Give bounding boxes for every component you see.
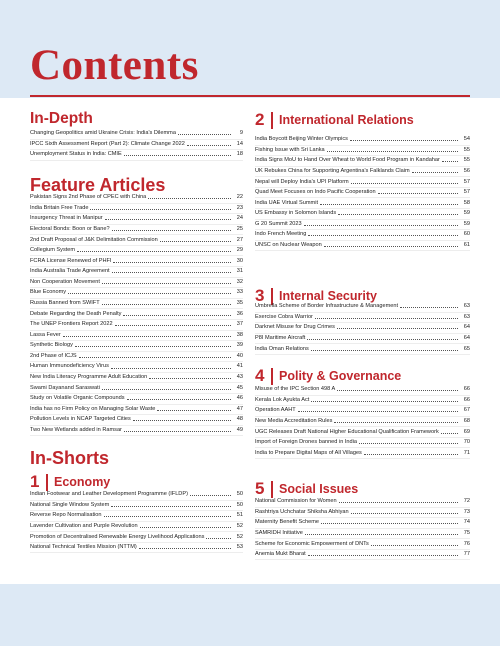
- toc-entry-page: 70: [463, 439, 470, 446]
- toc-entry[interactable]: [255, 417, 470, 428]
- toc-entry[interactable]: [30, 299, 243, 310]
- toc-entry-page: 57: [463, 189, 470, 196]
- toc-entry-page: 45: [236, 384, 243, 391]
- dot-leader: [324, 246, 458, 247]
- toc-entry-page: 40: [236, 352, 243, 359]
- toc-entry-title: P8I Maritime Aircraft: [255, 334, 306, 341]
- section-number: 5: [255, 479, 265, 498]
- dot-leader: [102, 389, 231, 390]
- toc-entry-title: Synthetic Biology: [30, 342, 73, 349]
- dot-leader: [327, 151, 458, 152]
- dot-leader: [148, 198, 231, 199]
- dot-leader: [77, 251, 231, 252]
- toc-entry[interactable]: [30, 373, 243, 384]
- toc-entry-page: 18: [236, 151, 243, 158]
- dot-leader: [127, 399, 231, 400]
- toc-entry-page: 65: [463, 345, 470, 352]
- toc-entry-title: Fishing Issue with Sri Lanka: [255, 146, 325, 153]
- dot-leader: [111, 506, 231, 507]
- toc-entry-title: Darknet Misuse for Drug Crimes: [255, 324, 335, 331]
- toc-entry-title: Pollution Levels in NCAP Targeted Cities: [30, 416, 131, 423]
- dot-leader: [102, 283, 231, 284]
- toc-entry[interactable]: [255, 302, 470, 313]
- toc-entry-page: 37: [236, 321, 243, 328]
- toc-entry[interactable]: [255, 135, 470, 146]
- toc-entry[interactable]: [255, 396, 470, 407]
- toc-entry-page: 24: [236, 215, 243, 222]
- toc-entry[interactable]: [255, 427, 470, 438]
- toc-entry-title: Pakistan Signs 2nd Phase of CPEC with China: [30, 194, 147, 201]
- toc-entry-title: Kerala Lok Ayukta Act: [255, 396, 310, 403]
- toc-entry[interactable]: [255, 146, 470, 157]
- social-issues-heading: [255, 479, 358, 499]
- toc-entry-title: National Commission for Women: [255, 498, 337, 505]
- toc-entry[interactable]: [30, 341, 243, 352]
- dot-leader: [337, 390, 458, 391]
- dot-leader: [441, 433, 458, 434]
- toc-entry[interactable]: [30, 193, 243, 204]
- toc-entry-title: Rashtriya Uchchatar Shiksha Abhiyan: [255, 508, 349, 515]
- feature-articles-list: [30, 193, 243, 436]
- toc-entry-title: India Oman Relations: [255, 345, 309, 352]
- toc-entry-title: The UNEP Frontiers Report 2022: [30, 321, 113, 328]
- toc-entry-title: New Media Accreditation Rules: [255, 417, 333, 424]
- dot-leader: [140, 527, 231, 528]
- dot-leader: [307, 339, 458, 340]
- dot-leader: [75, 346, 231, 347]
- toc-entry-page: 23: [236, 204, 243, 211]
- section-title: Internal Security: [279, 289, 377, 303]
- toc-entry[interactable]: [30, 278, 243, 289]
- toc-entry-title: US Embassy in Solomon Islands: [255, 210, 337, 217]
- toc-entry-page: 46: [236, 395, 243, 402]
- toc-entry-title: Nepal will Deploy India's UPI Platform: [255, 178, 349, 185]
- dot-leader: [90, 209, 231, 210]
- toc-entry-title: Changing Geopolitics amid Ukraine Crisis: India's Dilemma: [30, 130, 176, 137]
- dot-leader: [115, 325, 231, 326]
- toc-entry-page: 52: [236, 533, 243, 540]
- toc-entry[interactable]: [30, 140, 243, 151]
- toc-entry-page: 50: [236, 491, 243, 498]
- toc-entry[interactable]: [30, 225, 243, 236]
- toc-entry-page: 54: [463, 136, 470, 143]
- toc-entry-title: Indo French Meeting: [255, 231, 307, 238]
- toc-entry-title: Misuse of the IPC Section 498 A: [255, 386, 336, 393]
- toc-entry[interactable]: [30, 522, 243, 533]
- toc-entry-title: Promotion of Decentralised Renewable Energy Livelihood Applications: [30, 533, 205, 540]
- toc-entry-title: Exercise Cobra Warrior: [255, 313, 313, 320]
- toc-entry-page: 14: [236, 140, 243, 147]
- toc-entry[interactable]: [255, 220, 470, 231]
- dot-leader: [124, 431, 231, 432]
- toc-entry[interactable]: [255, 529, 470, 540]
- feature-articles-heading: Feature Articles: [30, 175, 166, 195]
- dot-leader: [339, 502, 458, 503]
- toc-entry[interactable]: [30, 267, 243, 278]
- toc-entry-page: 39: [236, 342, 243, 349]
- toc-entry[interactable]: [255, 156, 470, 167]
- section-number: 1: [30, 472, 40, 491]
- toc-entry-title: UK Rebukes China for Supporting Argentina's Falklands Claim: [255, 167, 410, 174]
- dot-leader: [112, 272, 231, 273]
- dot-leader: [102, 304, 231, 305]
- toc-entry-title: India Australia Trade Agreement: [30, 268, 110, 275]
- toc-entry-page: 59: [463, 220, 470, 227]
- section-number: 2: [255, 110, 265, 129]
- dot-leader: [338, 214, 458, 215]
- toc-entry-page: 51: [236, 512, 243, 519]
- dot-leader: [311, 401, 458, 402]
- toc-entry-page: 72: [463, 498, 470, 505]
- in-depth-list: [30, 129, 243, 161]
- toc-entry-page: 33: [236, 289, 243, 296]
- dot-leader: [79, 357, 231, 358]
- dot-leader: [305, 534, 458, 535]
- dot-leader: [359, 443, 458, 444]
- toc-entry-page: 50: [236, 501, 243, 508]
- toc-entry[interactable]: [255, 177, 470, 188]
- dot-leader: [149, 378, 231, 379]
- dot-leader: [351, 183, 458, 184]
- dot-leader: [190, 495, 231, 496]
- toc-entry-title: Anemia Mukt Bharat: [255, 551, 306, 558]
- toc-entry-page: 53: [236, 544, 243, 551]
- toc-entry-title: 2nd Draft Proposal of J&K Delimitation Commission: [30, 236, 158, 243]
- dot-leader: [160, 241, 231, 242]
- toc-entry-page: 66: [463, 386, 470, 393]
- toc-entry-page: 43: [236, 374, 243, 381]
- toc-entry-page: 48: [236, 416, 243, 423]
- section-bar: [271, 368, 273, 385]
- toc-entry-page: 75: [463, 529, 470, 536]
- toc-entry-page: 64: [463, 324, 470, 331]
- toc-entry[interactable]: [30, 543, 243, 554]
- toc-entry-title: India UAE Virtual Summit: [255, 199, 319, 206]
- toc-entry[interactable]: [30, 256, 243, 267]
- section-title: Economy: [54, 475, 111, 489]
- toc-entry-title: Lavender Cultivation and Purple Revolution: [30, 522, 138, 529]
- toc-entry-page: 68: [463, 417, 470, 424]
- toc-entry-title: Blue Economy: [30, 289, 67, 296]
- polity-list: [255, 385, 470, 459]
- toc-entry-page: 57: [463, 178, 470, 185]
- toc-entry[interactable]: [255, 188, 470, 199]
- toc-entry[interactable]: [255, 508, 470, 519]
- toc-entry-title: Lassa Fever: [30, 331, 61, 338]
- toc-entry[interactable]: [30, 235, 243, 246]
- toc-entry-title: Umbrella Scheme of Border Infrastructure & Management: [255, 303, 399, 310]
- page-title: Contents: [30, 42, 199, 89]
- dot-leader: [371, 545, 458, 546]
- dot-leader: [321, 523, 458, 524]
- toc-entry-title: Human Immunodeficiency Virus: [30, 363, 109, 370]
- dot-leader: [308, 235, 458, 236]
- toc-entry-page: 32: [236, 278, 243, 285]
- section-bar: [271, 112, 273, 129]
- toc-entry-page: 29: [236, 247, 243, 254]
- dot-leader: [378, 193, 458, 194]
- toc-entry-page: 58: [463, 199, 470, 206]
- dot-leader: [334, 422, 458, 423]
- in-depth-heading: In-Depth: [30, 110, 93, 127]
- toc-entry-title: Insurgency Threat in Manipur: [30, 215, 103, 222]
- toc-entry[interactable]: [255, 241, 470, 252]
- toc-entry[interactable]: [255, 406, 470, 417]
- toc-entry[interactable]: [255, 539, 470, 550]
- toc-entry-page: 76: [463, 540, 470, 547]
- section-number: 3: [255, 286, 265, 305]
- toc-entry-title: National Technical Textiles Mission (NTTM): [30, 544, 137, 551]
- toc-entry[interactable]: [30, 288, 243, 299]
- dot-leader: [157, 410, 231, 411]
- toc-entry-page: 73: [463, 508, 470, 515]
- toc-entry[interactable]: [255, 344, 470, 355]
- toc-entry-page: 69: [463, 428, 470, 435]
- toc-entry-page: 9: [239, 130, 243, 137]
- polity-heading: [255, 366, 401, 386]
- toc-entry-title: Import of Foreign Drones banned in India: [255, 439, 357, 446]
- toc-entry-title: Operation AAHT: [255, 407, 296, 414]
- toc-entry[interactable]: [30, 362, 243, 373]
- toc-entry[interactable]: [30, 426, 243, 437]
- dot-leader: [113, 262, 231, 263]
- toc-entry-page: 63: [463, 313, 470, 320]
- toc-entry-page: 56: [463, 167, 470, 174]
- dot-leader: [442, 161, 458, 162]
- toc-entry-title: Maternity Benefit Scheme: [255, 519, 320, 526]
- toc-entry[interactable]: [30, 204, 243, 215]
- dot-leader: [308, 555, 458, 556]
- section-bar: [271, 481, 273, 498]
- toc-entry[interactable]: [30, 246, 243, 257]
- dot-leader: [364, 454, 458, 455]
- toc-entry-title: Electoral Bonds: Boon or Bane?: [30, 225, 110, 232]
- toc-entry[interactable]: [30, 150, 243, 161]
- toc-entry-page: 66: [463, 396, 470, 403]
- toc-entry-page: 59: [463, 210, 470, 217]
- toc-entry-title: New India Literacy Programme Adult Education: [30, 374, 148, 381]
- dot-leader: [123, 315, 231, 316]
- toc-entry[interactable]: [255, 448, 470, 459]
- toc-entry-page: 41: [236, 363, 243, 370]
- toc-entry-title: FCRA License Renewed of PHFI: [30, 257, 112, 264]
- dot-leader: [315, 318, 458, 319]
- toc-entry[interactable]: [255, 385, 470, 396]
- toc-entry-page: 67: [463, 407, 470, 414]
- title-rule: [30, 95, 470, 97]
- toc-entry-title: India Signs MoU to Hand Over Wheat to World Food Program in Kandahar: [255, 157, 440, 164]
- toc-entry-title: National Single Window System: [30, 501, 110, 508]
- toc-entry-title: Debate Regarding the Death Penalty: [30, 310, 122, 317]
- toc-entry[interactable]: [255, 209, 470, 220]
- toc-entry-title: Reverse Repo Normalisation: [30, 512, 102, 519]
- internal-security-list: [255, 302, 470, 355]
- toc-entry[interactable]: [30, 511, 243, 522]
- dot-leader: [63, 336, 231, 337]
- dot-leader: [337, 328, 458, 329]
- economy-list: [30, 490, 243, 553]
- toc-entry[interactable]: [30, 532, 243, 543]
- toc-entry[interactable]: [30, 320, 243, 331]
- toc-entry[interactable]: [30, 331, 243, 342]
- dot-leader: [105, 219, 231, 220]
- toc-entry-title: India to Prepare Digital Maps of All Villages: [255, 449, 362, 456]
- toc-entry-page: 64: [463, 334, 470, 341]
- dot-leader: [311, 350, 458, 351]
- toc-entry-title: UGC Releases Draft National Higher Educational Qualification Framework: [255, 428, 439, 435]
- toc-entry[interactable]: [30, 490, 243, 501]
- toc-entry-title: Unemployment Status in India: CMIE: [30, 151, 122, 158]
- toc-entry-page: 35: [236, 299, 243, 306]
- toc-entry-title: IPCC Sixth Assessment Report (Part 2): Climate Change 2022: [30, 140, 185, 147]
- toc-entry-page: 30: [236, 257, 243, 264]
- toc-entry-page: 77: [463, 551, 470, 558]
- toc-entry-page: 63: [463, 303, 470, 310]
- dot-leader: [133, 420, 231, 421]
- toc-entry-page: 61: [463, 241, 470, 248]
- toc-entry-title: 2nd Phase of ICJS: [30, 352, 77, 359]
- toc-entry-title: G 20 Summit 2023: [255, 220, 302, 227]
- in-shorts-heading: In-Shorts: [30, 448, 109, 468]
- toc-entry-title: Quad Meet Focuses on Indo Pacific Cooperation: [255, 189, 376, 196]
- toc-entry[interactable]: [255, 198, 470, 209]
- toc-entry[interactable]: [255, 313, 470, 324]
- toc-entry[interactable]: [30, 309, 243, 320]
- dot-leader: [400, 307, 458, 308]
- toc-entry[interactable]: [255, 550, 470, 561]
- toc-entry-page: 25: [236, 225, 243, 232]
- toc-entry-page: 36: [236, 310, 243, 317]
- section-bar: [46, 474, 48, 491]
- toc-entry[interactable]: [30, 405, 243, 416]
- toc-entry-page: 74: [463, 519, 470, 526]
- dot-leader: [187, 145, 231, 146]
- toc-entry-title: Two New Wetlands added in Ramsar: [30, 426, 122, 433]
- toc-entry-page: 27: [236, 236, 243, 243]
- dot-leader: [206, 538, 231, 539]
- toc-entry[interactable]: [30, 129, 243, 140]
- toc-entry[interactable]: [30, 501, 243, 512]
- toc-entry-title: India has no Firm Policy on Managing Solar Waste: [30, 405, 156, 412]
- toc-entry-page: 55: [463, 157, 470, 164]
- toc-entry-title: Swami Dayanand Saraswati: [30, 384, 100, 391]
- toc-entry-title: Non Cooperation Movement: [30, 278, 100, 285]
- toc-entry-page: 38: [236, 331, 243, 338]
- social-issues-list: [255, 497, 470, 560]
- toc-entry[interactable]: [30, 394, 243, 405]
- dot-leader: [350, 140, 458, 141]
- toc-entry-title: India Britain Free Trade: [30, 204, 89, 211]
- toc-entry[interactable]: [255, 518, 470, 529]
- toc-entry-page: 60: [463, 231, 470, 238]
- section-title: International Relations: [279, 113, 414, 127]
- toc-entry[interactable]: [255, 438, 470, 449]
- toc-entry-page: 31: [236, 268, 243, 275]
- toc-entry-page: 55: [463, 146, 470, 153]
- dot-leader: [320, 204, 458, 205]
- toc-entry[interactable]: [30, 352, 243, 363]
- dot-leader: [298, 411, 458, 412]
- dot-leader: [412, 172, 458, 173]
- toc-entry[interactable]: [30, 214, 243, 225]
- dot-leader: [351, 513, 458, 514]
- dot-leader: [304, 225, 458, 226]
- dot-leader: [111, 368, 231, 369]
- international-relations-heading: [255, 110, 414, 130]
- toc-entry[interactable]: [255, 323, 470, 334]
- toc-entry-page: 49: [236, 426, 243, 433]
- toc-entry-title: Russia Banned from SWIFT: [30, 299, 100, 306]
- toc-entry[interactable]: [255, 334, 470, 345]
- toc-entry-page: 71: [463, 449, 470, 456]
- toc-entry[interactable]: [30, 415, 243, 426]
- dot-leader: [104, 516, 231, 517]
- economy-heading: [30, 472, 110, 492]
- dot-leader: [178, 134, 231, 135]
- dot-leader: [124, 155, 231, 156]
- toc-entry-page: 22: [236, 194, 243, 201]
- section-title: Social Issues: [279, 482, 359, 496]
- section-title: Polity & Governance: [279, 369, 402, 383]
- toc-entry-title: UNSC on Nuclear Weapon: [255, 241, 322, 248]
- toc-entry-title: Study on Volatile Organic Compounds: [30, 395, 125, 402]
- toc-entry[interactable]: [255, 230, 470, 241]
- toc-entry-title: SAMRIDH Initiative: [255, 529, 303, 536]
- toc-entry-title: Collegium System: [30, 247, 76, 254]
- dot-leader: [68, 293, 231, 294]
- section-number: 4: [255, 366, 265, 385]
- toc-entry-title: India Boycott Beijing Winter Olympics: [255, 136, 348, 143]
- toc-entry-page: 52: [236, 522, 243, 529]
- toc-entry-title: Indian Footwear and Leather Development Programme (IFLDP): [30, 491, 188, 498]
- toc-entry[interactable]: [255, 167, 470, 178]
- dot-leader: [139, 548, 231, 549]
- toc-entry[interactable]: [255, 497, 470, 508]
- toc-entry-title: Scheme for Economic Empowerment of DNTs: [255, 540, 369, 547]
- toc-entry-page: 47: [236, 405, 243, 412]
- international-relations-list: [255, 135, 470, 251]
- toc-entry[interactable]: [30, 383, 243, 394]
- dot-leader: [112, 230, 231, 231]
